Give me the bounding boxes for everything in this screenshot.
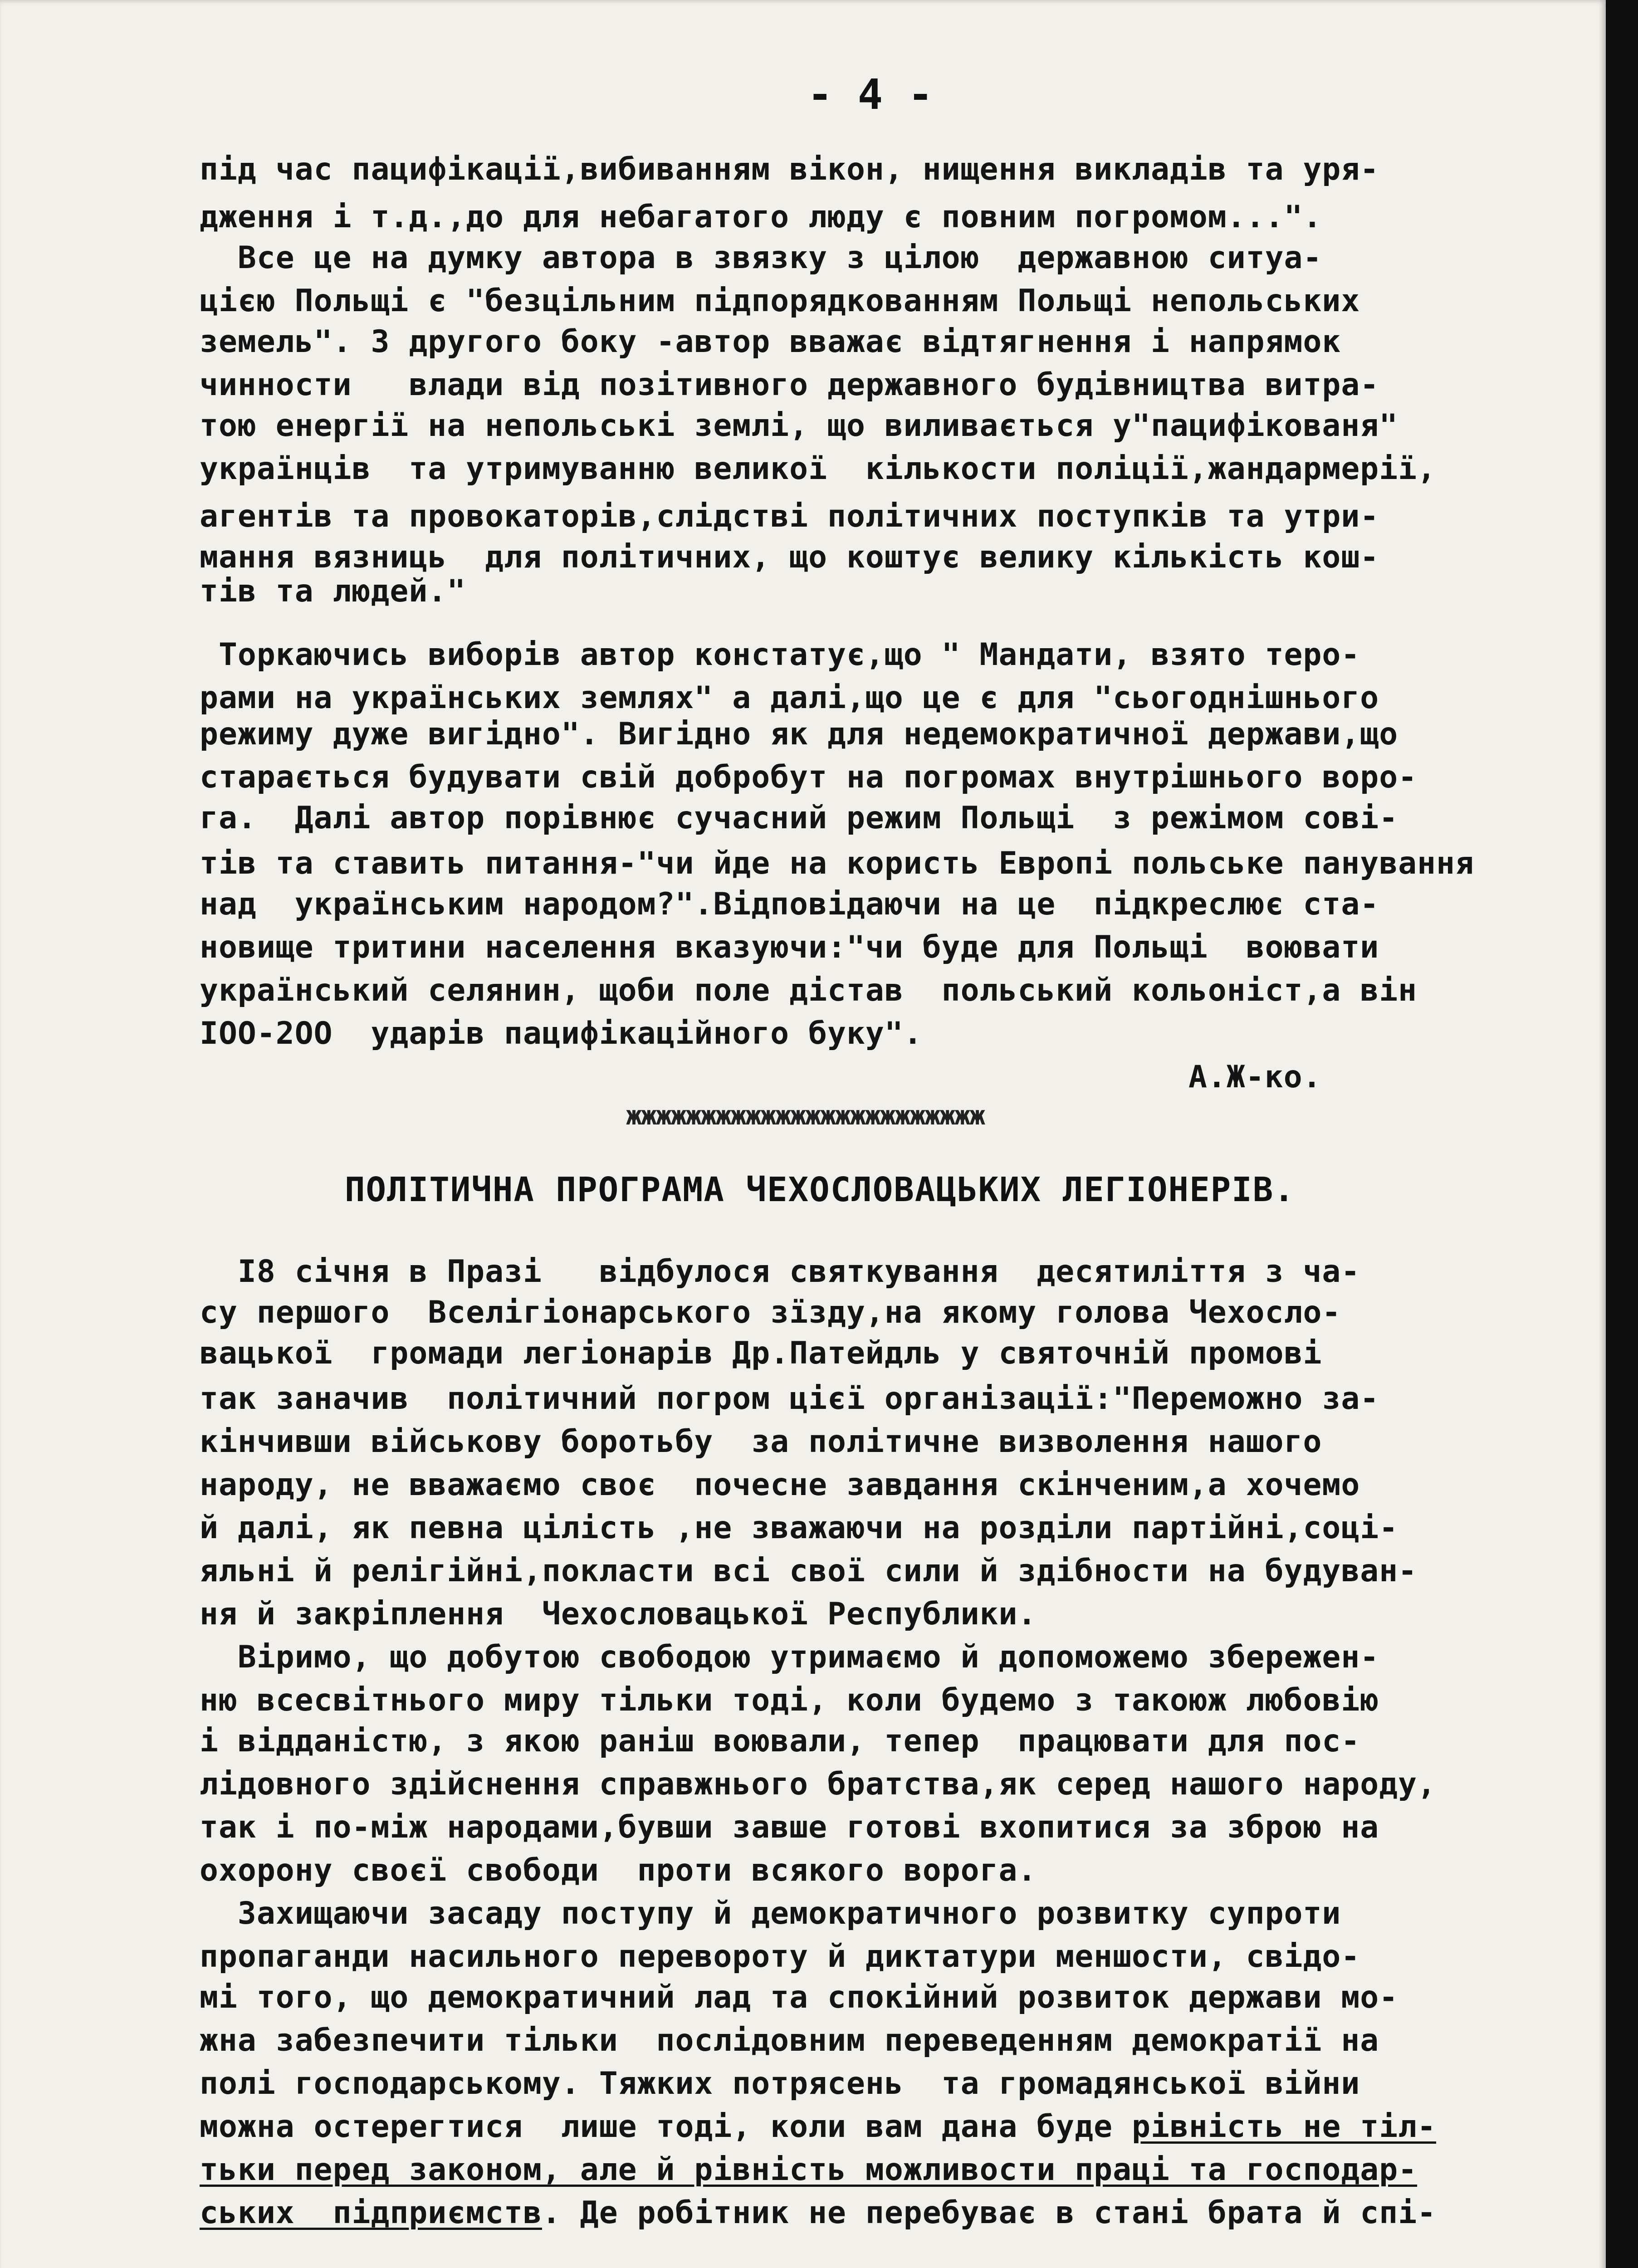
text-line: земель". З другого боку -автор вважає відтягнення і напрямок bbox=[200, 324, 1341, 360]
text-line: Захищаючи засаду поступу й демократичного розвитку супроти bbox=[200, 1896, 1341, 1931]
text-line: вацької громади легіонарів Др.Патейдль у святочній промові bbox=[200, 1335, 1322, 1371]
text-line: га. Далі автор порівнює сучасний режим Польщі з режімом сові- bbox=[200, 800, 1398, 836]
text-line: пропаганди насильного перевороту й диктатури меншости, свідо- bbox=[200, 1939, 1360, 1975]
text-line: народу, не вважаємо своє почесне завдання скінченим,а хочемо bbox=[200, 1467, 1360, 1503]
text-line: Торкаючись виборів автор констатує,що " Мандати, взято теро- bbox=[200, 637, 1360, 673]
text-line: цією Польщі є "безцільним підпорядкованням Польщі непольських bbox=[200, 283, 1360, 319]
text-line: дження і т.д.,до для небагатого люду є повним погромом...". bbox=[200, 199, 1322, 235]
text-line: тою енергії на непольські землі, що виливається у"пацифікованя" bbox=[200, 408, 1398, 444]
text-line: режиму дуже вигідно". Вигідно як для недемократичної держави,що bbox=[200, 716, 1398, 752]
text-line: кінчивши військову боротьбу за політичне визволення нашого bbox=[200, 1424, 1322, 1460]
text-line: ІОО-2ОО ударів пацифікаційного буку". bbox=[200, 1016, 923, 1051]
text-line: й далі, як певна цілість ,не зважаючи на розділи партійні,соці- bbox=[200, 1510, 1398, 1546]
text-line: під час пацифікації,вибиванням вікон, нищення викладів та уря- bbox=[200, 152, 1379, 187]
text-line: старається будувати свій добробут на погромах внутрішнього воро- bbox=[200, 759, 1418, 795]
text-line: Все це на думку автора в звязку з цілою державною ситуа- bbox=[200, 240, 1322, 276]
text-line: українців та утримуванню великої кількости поліції,жандармерії, bbox=[200, 451, 1437, 487]
section-title: ПОЛІТИЧНА ПРОГРАМА ЧЕХОСЛОВАЦЬКИХ ЛЕГІОНЕРІВ. bbox=[345, 1170, 1295, 1209]
text-line: охорону своєї свободи проти всякого ворога. bbox=[200, 1853, 1037, 1888]
scan-edge bbox=[1606, 0, 1638, 2268]
text-line: так заначив політичний погром цієї організації:"Переможно за- bbox=[200, 1381, 1379, 1417]
text-line: над українським народом?".Відповідаючи на це підкреслює ста- bbox=[200, 886, 1379, 922]
underlined-text: тьки перед законом, але й рівність можливости праці та господар- bbox=[200, 2152, 1418, 2188]
text-line: лідовного здійснення справжнього братства,як серед нашого народу, bbox=[200, 1766, 1437, 1802]
text-line: мання вязниць для політичних, що коштує велику кількість кош- bbox=[200, 539, 1379, 575]
underlined-text: ських підприємств bbox=[200, 2195, 542, 2231]
text-line: чинности влади від позітивного державного будівництва витра- bbox=[200, 367, 1379, 403]
text-line: і відданістю, з якою раніш воювали, тепер працювати для пос- bbox=[200, 1723, 1360, 1759]
author-signature: А.Ж-ко. bbox=[1188, 1059, 1322, 1095]
underlined-text: рівність не тіл- bbox=[1132, 2109, 1437, 2145]
text-line: ня й закріплення Чехословацької Республики. bbox=[200, 1596, 1037, 1632]
text-line: тів та людей." bbox=[200, 573, 466, 609]
text-line: полі господарському. Тяжких потрясень та громадянської війни bbox=[200, 2066, 1360, 2102]
text-line: новище тритини населення вказуючи:"чи буде для Польщі воювати bbox=[200, 929, 1379, 965]
text-line: жна забезпечити тільки послідовним переведенням демократії на bbox=[200, 2023, 1379, 2058]
text-line: ню всесвітнього миру тільки тоді, коли будемо з такоюж любовію bbox=[200, 1682, 1379, 1718]
text-line bbox=[200, 2109, 1437, 2145]
text-line: рами на українських землях" а далі,що це є для "сьогоднішнього bbox=[200, 680, 1379, 716]
text-line: су першого Вселігіонарського зїзду,на якому голова Чехосло- bbox=[200, 1295, 1341, 1330]
text-line: Віримо, що добутою свободою утримаємо й допоможемо збережен- bbox=[200, 1639, 1379, 1675]
text-line: І8 січня в Празі відбулося святкування десятиліття з ча- bbox=[200, 1254, 1360, 1290]
text-segment: можна остерегтися лише тоді, коли вам дана буде bbox=[200, 2109, 1132, 2145]
text-line bbox=[200, 2152, 1418, 2188]
text-line: яльні й релігійні,покласти всі свої сили й здібности на будуван- bbox=[200, 1553, 1418, 1589]
separator-line: жжжжжжжжжжжжжжжжжжжжжжжж bbox=[626, 1100, 985, 1131]
text-line: агентів та провокаторів,слідстві політичних поступків та утри- bbox=[200, 499, 1379, 534]
text-line bbox=[200, 2195, 1437, 2231]
page-number: - 4 - bbox=[807, 70, 933, 119]
text-line: український селянин, щоби поле дістав польський кольоніст,а він bbox=[200, 973, 1418, 1008]
text-segment: . Де робітник не перебуває в стані брата й спі- bbox=[542, 2195, 1437, 2231]
text-line: тів та ставить питання-"чи йде на користь Европі польське панування bbox=[200, 846, 1474, 881]
text-line: мі того, що демократичний лад та спокійний розвиток держави мо- bbox=[200, 1980, 1398, 2015]
text-line: так і по-між народами,бувши завше готові вхопитися за зброю на bbox=[200, 1809, 1379, 1845]
